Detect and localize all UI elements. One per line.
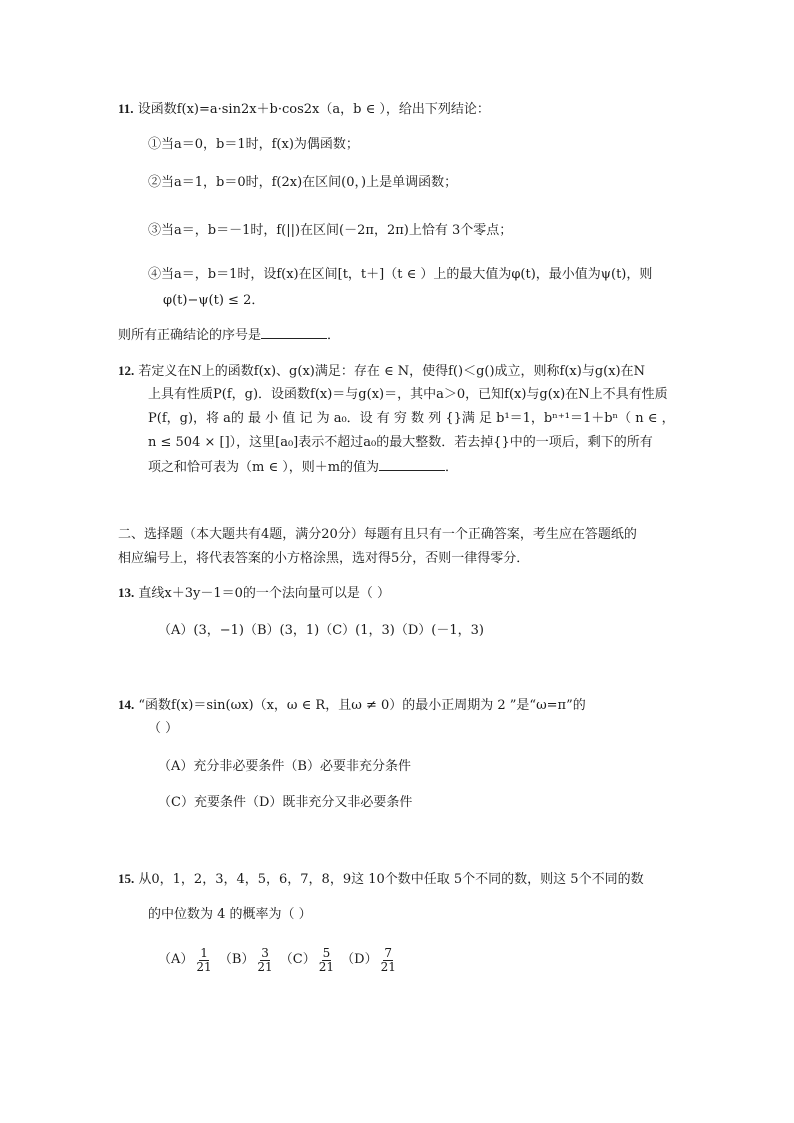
q15-option-a-numerator: 1 (200, 945, 208, 960)
q14-number: 14. (118, 697, 135, 712)
q15-stem: 从0，1，2，3，4，5，6，7，8，9这 10个数中任取 5个不同的数，则这 5个不同的数 (138, 872, 644, 887)
q13-stem-line (118, 584, 390, 603)
q15-option-c-numerator: 5 (322, 945, 331, 960)
q11-tail-end: ． (327, 328, 341, 343)
q14-stem-line (118, 696, 586, 715)
q15-option-a-denominator: 21 (196, 959, 212, 974)
q12-tail-end: ． (445, 460, 459, 475)
q15-option-d-label: （D） (341, 952, 378, 967)
q11-answer-line (118, 326, 340, 345)
q13-options: （A）(3，−1)（B）(3，1)（C）(1，3)（D）(－1，3) (158, 623, 484, 638)
q15-option-a (158, 946, 215, 974)
section2-heading-2: 相应编号上，将代表答案的小方格涂黑，选对得5分，否则一律得零分． (118, 551, 530, 566)
q15-option-d-denominator: 21 (380, 959, 396, 974)
q12-number: 12. (118, 363, 135, 378)
q14-stem: “函数f(x)＝sin(ωx)（x，ω ∈ R，且ω ≠ 0）的最小正周期为 2 ”是“ω=π”的 (138, 698, 586, 713)
q15-stem-line (118, 870, 644, 889)
q12-line-1 (118, 362, 645, 381)
q15-option-d-numerator: 7 (384, 945, 393, 960)
q11-item-1: ①当a＝0，b＝1时，f(x)为偶函数； (148, 137, 359, 152)
q15-option-c-label: （C） (279, 952, 316, 967)
q15-stem-cont: 的中位数为 4 的概率为（ ） (148, 907, 312, 922)
q14-stem-cont: （ ） (148, 721, 179, 736)
q11-number: 11. (118, 101, 134, 116)
q12-line-5 (148, 458, 458, 477)
q11-answer-blank[interactable] (261, 326, 327, 339)
q15-option-c-denominator: 21 (318, 959, 335, 974)
q15-option-b (219, 946, 276, 974)
q12-line-3: P(f，g)，将 a的 最 小 值 记 为 a₀．设 有 穷 数 列 {}满 足 b¹＝1，bⁿ⁺¹＝1＋bⁿ（ n ∈ ， (148, 411, 675, 426)
q15-option-a-label: （A） (158, 952, 194, 967)
q11-stem-line (118, 100, 490, 119)
q15-option-d (341, 946, 399, 974)
q11-item-2: ②当a＝1，b＝0时，f(2x)在区间(0，)上是单调函数； (148, 175, 458, 190)
q12-text-1: 若定义在N上的函数f(x)、g(x)满足：存在 ∈ N，使得f()＜g()成立，则称f(x)与g(x)在N (138, 364, 645, 379)
q11-item-3: ③当a＝，b＝－1时，f(||)在区间(－2π，2π)上恰有 3个零点； (148, 223, 513, 238)
q11-stem: 设函数f(x)=a·sin2x＋b·cos2x（a，b ∈ ），给出下列结论： (137, 102, 490, 117)
q15-options (158, 946, 399, 974)
q12-line-4: n ≤ 504 × []），这里[a₀]表示不超过a₀的最大整数．若去掉{}中的一项后，剩下的所有 (148, 435, 653, 450)
q15-option-b-fraction (256, 947, 273, 974)
q15-option-d-fraction (380, 947, 397, 974)
q12-text-5: 项之和恰可表为（m ∈ ），则＋m的值为 (148, 460, 380, 475)
q14-options-2: （C）充要条件（D）既非充分又非必要条件 (158, 795, 413, 810)
q11-tail: 则所有正确结论的序号是 (118, 328, 262, 343)
q15-option-b-label: （B） (218, 952, 255, 967)
q12-line-2: 上具有性质P(f，g)．设函数f(x)＝与g(x)＝，其中a＞0，已知f(x)与g(x)在N上不具有性质 (148, 387, 668, 402)
q15-option-b-denominator: 21 (257, 959, 273, 974)
q12-answer-blank[interactable] (379, 458, 445, 471)
section2-heading-1: 二、选择题（本大题共有4题，满分20分）每题有且只有一个正确答案，考生应在答题纸的 (118, 527, 637, 542)
q14-options-1: （A）充分非必要条件（B）必要非充分条件 (158, 759, 411, 774)
q15-option-a-fraction (195, 947, 212, 974)
q13-stem: 直线x＋3y－1＝0的一个法向量可以是（ ） (138, 586, 391, 601)
q11-item-4-cont: φ(t)−ψ(t) ≤ 2． (163, 293, 265, 308)
q15-option-c-fraction (318, 947, 335, 974)
q15-number: 15. (118, 871, 135, 886)
q15-option-b-numerator: 3 (261, 945, 269, 960)
q15-option-c (280, 946, 337, 974)
q13-number: 13. (118, 585, 135, 600)
q11-item-4: ④当a＝，b＝1时，设f(x)在区间[t，t＋]（t ∈ ）上的最大值为φ(t)，最小值为ψ(t)，则 (148, 267, 653, 282)
